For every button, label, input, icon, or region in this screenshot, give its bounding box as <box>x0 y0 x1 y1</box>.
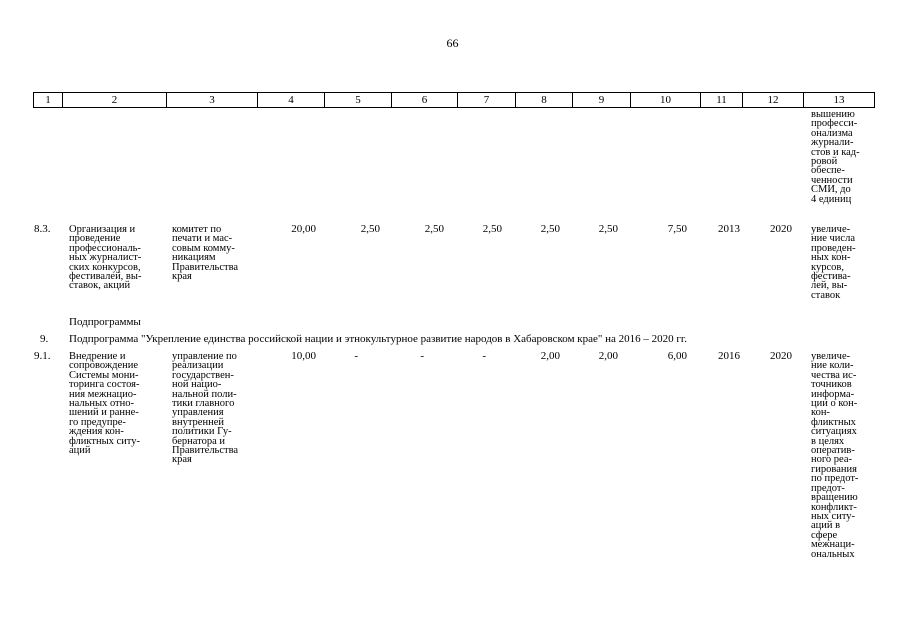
row-91-executor: управление по реализации государствен- ной нацио- нальной поли- тики главного управления внутренней политики Гу- бернатора и Правительства края <box>172 351 239 466</box>
cont-result-text: вышению професси- онализма журнали- стов и кад- ровой обеспе- ченности СМИ, до 4 единиц <box>811 109 860 205</box>
header-col-9: 9 <box>573 93 631 107</box>
row-83-col6: 2,50 <box>424 223 444 235</box>
row-9-title: Подпрограмма "Укрепление единства российской нации и этнокультурное развитие народов в Хабаровском крае" на 2016 – 2020 гг. <box>69 333 687 345</box>
row-91-col6: - <box>420 350 424 362</box>
page-number: 66 <box>446 36 459 50</box>
header-col-11: 11 <box>701 93 743 107</box>
header-col-7: 7 <box>458 93 516 107</box>
header-col-6: 6 <box>392 93 458 107</box>
row-91-col10: 6,00 <box>667 350 687 362</box>
row-91-col8: 2,00 <box>540 350 560 362</box>
row-83-col5: 2,50 <box>360 223 380 235</box>
header-col-3: 3 <box>167 93 258 107</box>
header-col-2: 2 <box>63 93 167 107</box>
table-header <box>33 92 875 108</box>
header-col-5: 5 <box>325 93 392 107</box>
row-91-col11: 2016 <box>718 350 740 362</box>
row-91-col7: - <box>482 350 486 362</box>
row-83-col12: 2020 <box>770 223 792 235</box>
header-col-4: 4 <box>258 93 325 107</box>
row-83-number: 8.3. <box>34 223 51 235</box>
row-83-executor: комитет по печати и мас- совым комму- никациям Правительства края <box>172 224 239 283</box>
row-91-number: 9.1. <box>34 350 51 362</box>
row-83-col10: 7,50 <box>667 223 687 235</box>
row-91-result: увеличе- ние коли- чества ис- точников информа- ции о кон- кон- фликтных ситуациях в целях оператив- ного реа- гирования по предот- предот- вращению конфликт- ных ситу- аций в сфере межнаци- ональных <box>811 351 859 560</box>
row-83-result: увеличе- ние числа проведен- ных кон- курсов, фестива- лей, вы- ставок <box>811 224 856 301</box>
row-83-name: Организация и проведение профессиональ- ных журналист- ских конкурсов, фестивалей, вы- ставок, акций <box>69 224 142 292</box>
header-col-10: 10 <box>631 93 701 107</box>
row-83-col4: 20,00 <box>291 223 316 235</box>
subprograms-label: Подпрограммы <box>69 316 141 328</box>
row-83-col11: 2013 <box>718 223 740 235</box>
row-91-name: Внедрение и сопровождение Системы мони- торинга состоя- ния межнацио- нальных отно- шений и ранне- го предупре- ждения кон- фликтных ситу- аций <box>69 351 140 457</box>
row-83-col7: 2,50 <box>482 223 502 235</box>
row-91-col4: 10,00 <box>291 350 316 362</box>
row-91-col5: - <box>354 350 358 362</box>
row-91-col9: 2,00 <box>598 350 618 362</box>
header-col-8: 8 <box>516 93 573 107</box>
header-col-1: 1 <box>34 93 63 107</box>
row-9-number: 9. <box>40 333 49 345</box>
row-83-col9: 2,50 <box>598 223 618 235</box>
row-83-col8: 2,50 <box>540 223 560 235</box>
header-col-12: 12 <box>743 93 804 107</box>
header-col-13: 13 <box>833 94 845 106</box>
row-91-col12: 2020 <box>770 350 792 362</box>
